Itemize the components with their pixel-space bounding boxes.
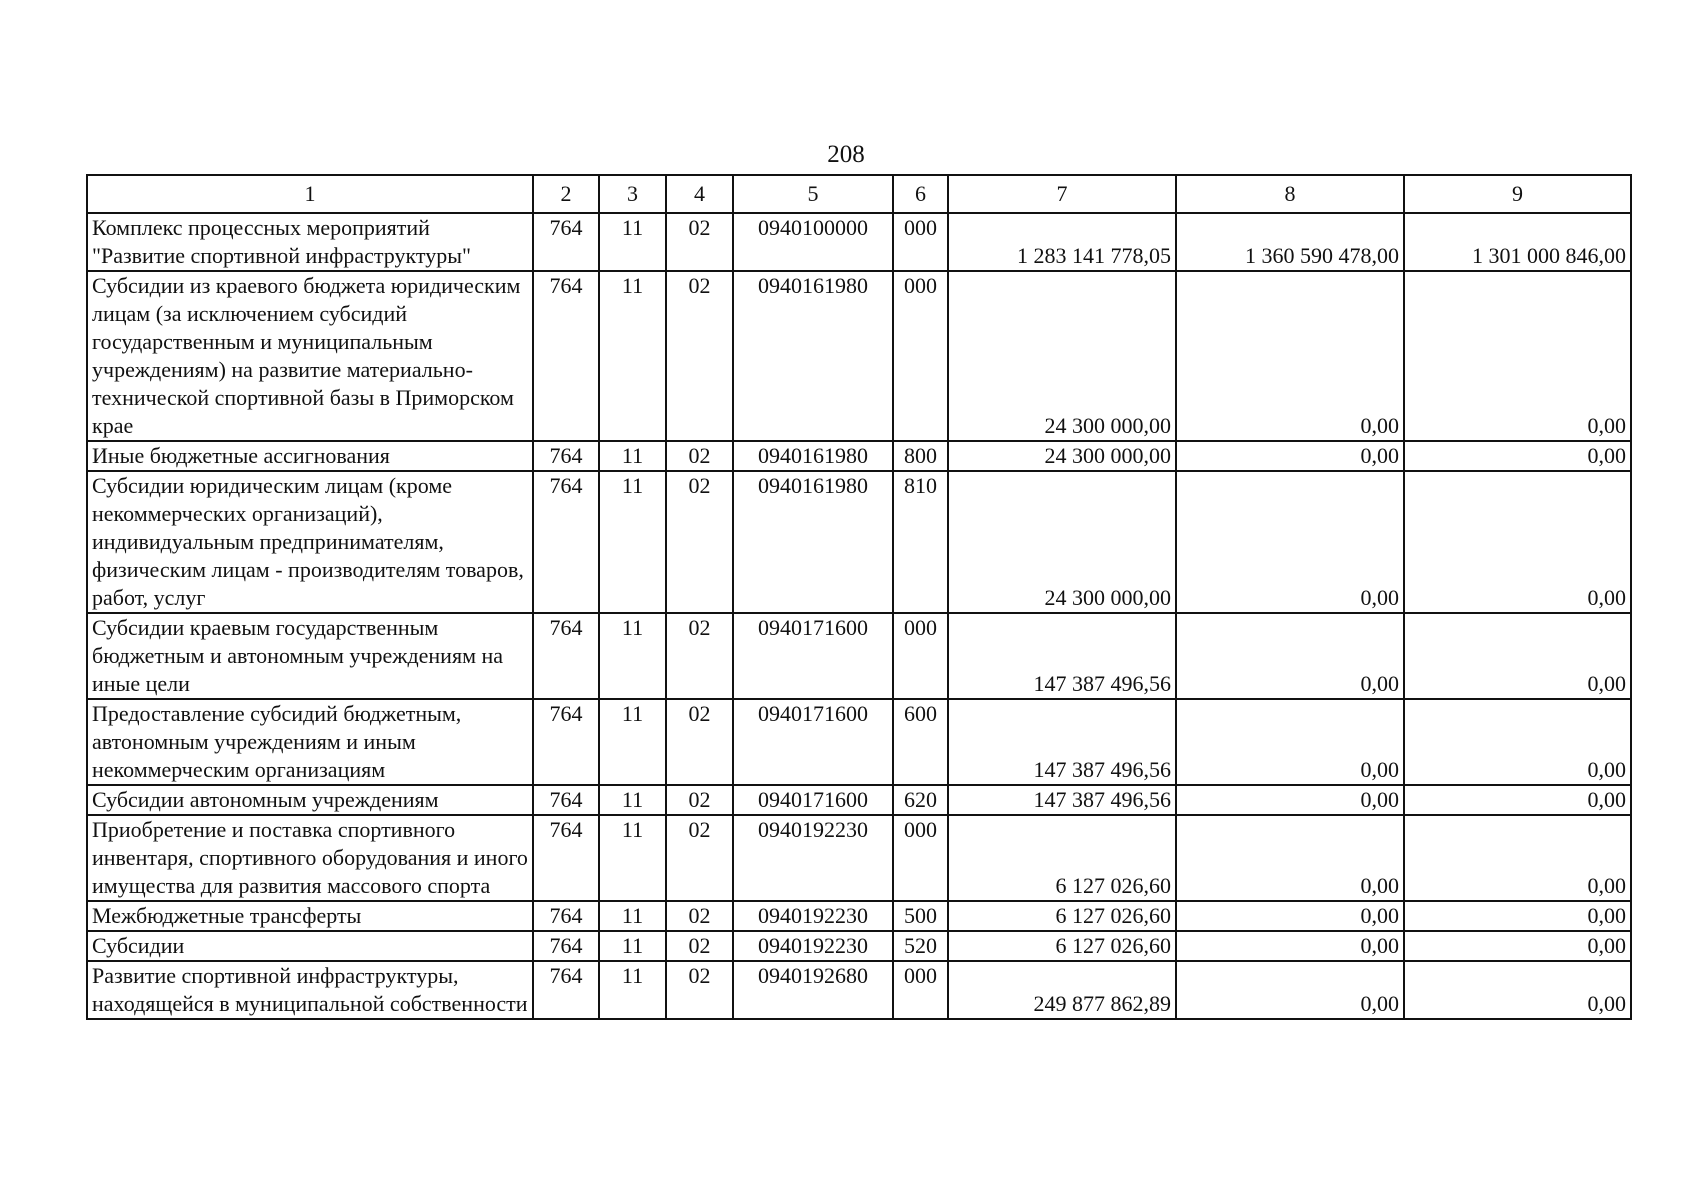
row-amount-7: 249 877 862,89 <box>948 961 1176 1019</box>
row-amount-9: 0,00 <box>1404 901 1631 931</box>
table-row <box>87 441 1631 471</box>
row-amount-8: 0,00 <box>1176 961 1404 1019</box>
header-cell: 8 <box>1176 175 1404 213</box>
table-row <box>87 271 1631 441</box>
row-amount-9: 0,00 <box>1404 785 1631 815</box>
row-name: Субсидии автономным учреждениям <box>87 785 533 815</box>
row-code-5: 0940192230 <box>733 931 893 961</box>
row-code-6: 800 <box>893 441 948 471</box>
row-code-3: 11 <box>599 213 666 271</box>
row-code-4: 02 <box>666 961 733 1019</box>
row-code-5: 0940161980 <box>733 271 893 441</box>
row-amount-7: 6 127 026,60 <box>948 901 1176 931</box>
row-code-5: 0940192230 <box>733 815 893 901</box>
row-code-5: 0940161980 <box>733 471 893 613</box>
row-code-4: 02 <box>666 213 733 271</box>
page-number: 208 <box>827 141 865 168</box>
row-amount-9: 0,00 <box>1404 961 1631 1019</box>
table-row <box>87 613 1631 699</box>
row-amount-8: 1 360 590 478,00 <box>1176 213 1404 271</box>
row-code-6: 000 <box>893 271 948 441</box>
row-name: Межбюджетные трансферты <box>87 901 533 931</box>
row-amount-7: 24 300 000,00 <box>948 471 1176 613</box>
row-amount-8: 0,00 <box>1176 931 1404 961</box>
row-code-2: 764 <box>533 901 599 931</box>
row-amount-7: 147 387 496,56 <box>948 785 1176 815</box>
row-code-5: 0940171600 <box>733 785 893 815</box>
row-code-4: 02 <box>666 471 733 613</box>
row-amount-9: 0,00 <box>1404 471 1631 613</box>
row-code-3: 11 <box>599 815 666 901</box>
row-code-2: 764 <box>533 961 599 1019</box>
row-amount-7: 1 283 141 778,05 <box>948 213 1176 271</box>
row-amount-9: 1 301 000 846,00 <box>1404 213 1631 271</box>
row-code-4: 02 <box>666 785 733 815</box>
row-amount-7: 6 127 026,60 <box>948 815 1176 901</box>
row-name: Субсидии <box>87 931 533 961</box>
row-amount-8: 0,00 <box>1176 471 1404 613</box>
table-row <box>87 901 1631 931</box>
row-code-5: 0940171600 <box>733 699 893 785</box>
header-row <box>87 175 1631 213</box>
row-amount-7: 147 387 496,56 <box>948 613 1176 699</box>
row-code-6: 000 <box>893 815 948 901</box>
row-code-3: 11 <box>599 699 666 785</box>
row-code-6: 000 <box>893 613 948 699</box>
row-amount-7: 24 300 000,00 <box>948 441 1176 471</box>
table-row <box>87 961 1631 1019</box>
row-code-6: 620 <box>893 785 948 815</box>
header-cell: 9 <box>1404 175 1631 213</box>
row-code-6: 600 <box>893 699 948 785</box>
row-name: Предоставление субсидий бюджетным, автономным учреждениям и иным некоммерческим организациям <box>87 699 533 785</box>
row-code-2: 764 <box>533 815 599 901</box>
row-name: Субсидии краевым государственным бюджетным и автономным учреждениям на иные цели <box>87 613 533 699</box>
row-code-6: 810 <box>893 471 948 613</box>
row-amount-9: 0,00 <box>1404 441 1631 471</box>
row-amount-8: 0,00 <box>1176 815 1404 901</box>
table-row <box>87 931 1631 961</box>
row-amount-9: 0,00 <box>1404 699 1631 785</box>
row-code-4: 02 <box>666 815 733 901</box>
row-name: Субсидии из краевого бюджета юридическим лицам (за исключением субсидий государственным и муниципальным учреждениям) на развитие материально-технической спортивной базы в Приморском крае <box>87 271 533 441</box>
budget-table <box>86 174 1632 1020</box>
row-code-2: 764 <box>533 785 599 815</box>
row-code-4: 02 <box>666 901 733 931</box>
header-cell: 2 <box>533 175 599 213</box>
row-code-3: 11 <box>599 441 666 471</box>
row-name: Комплекс процессных мероприятий "Развитие спортивной инфраструктуры" <box>87 213 533 271</box>
table-row <box>87 699 1631 785</box>
table-row <box>87 471 1631 613</box>
row-code-2: 764 <box>533 271 599 441</box>
row-code-2: 764 <box>533 699 599 785</box>
row-amount-9: 0,00 <box>1404 271 1631 441</box>
row-code-3: 11 <box>599 961 666 1019</box>
header-cell: 1 <box>87 175 533 213</box>
header-cell: 6 <box>893 175 948 213</box>
row-code-2: 764 <box>533 471 599 613</box>
row-amount-8: 0,00 <box>1176 901 1404 931</box>
row-amount-8: 0,00 <box>1176 613 1404 699</box>
row-amount-7: 24 300 000,00 <box>948 271 1176 441</box>
row-amount-8: 0,00 <box>1176 699 1404 785</box>
row-code-3: 11 <box>599 901 666 931</box>
row-code-2: 764 <box>533 213 599 271</box>
row-code-3: 11 <box>599 613 666 699</box>
row-name: Иные бюджетные ассигнования <box>87 441 533 471</box>
header-cell: 4 <box>666 175 733 213</box>
row-amount-7: 147 387 496,56 <box>948 699 1176 785</box>
row-name: Субсидии юридическим лицам (кроме некоммерческих организаций), индивидуальным предпринимателям, физическим лицам - производителям товаров, работ, услуг <box>87 471 533 613</box>
table-row <box>87 785 1631 815</box>
row-code-4: 02 <box>666 699 733 785</box>
row-code-6: 000 <box>893 213 948 271</box>
row-amount-7: 6 127 026,60 <box>948 931 1176 961</box>
row-code-4: 02 <box>666 441 733 471</box>
row-code-4: 02 <box>666 271 733 441</box>
table-row <box>87 213 1631 271</box>
row-code-5: 0940192230 <box>733 901 893 931</box>
row-code-3: 11 <box>599 931 666 961</box>
row-amount-8: 0,00 <box>1176 785 1404 815</box>
row-code-2: 764 <box>533 613 599 699</box>
header-cell: 7 <box>948 175 1176 213</box>
header-cell: 5 <box>733 175 893 213</box>
row-code-5: 0940171600 <box>733 613 893 699</box>
row-amount-9: 0,00 <box>1404 931 1631 961</box>
row-code-4: 02 <box>666 613 733 699</box>
row-code-2: 764 <box>533 931 599 961</box>
row-code-5: 0940100000 <box>733 213 893 271</box>
row-code-2: 764 <box>533 441 599 471</box>
row-amount-9: 0,00 <box>1404 815 1631 901</box>
row-code-3: 11 <box>599 785 666 815</box>
header-cell: 3 <box>599 175 666 213</box>
row-name: Приобретение и поставка спортивного инвентаря, спортивного оборудования и иного имущества для развития массового спорта <box>87 815 533 901</box>
row-code-5: 0940192680 <box>733 961 893 1019</box>
row-code-3: 11 <box>599 271 666 441</box>
row-name: Развитие спортивной инфраструктуры, находящейся в муниципальной собственности <box>87 961 533 1019</box>
row-code-5: 0940161980 <box>733 441 893 471</box>
row-code-6: 520 <box>893 931 948 961</box>
row-code-6: 500 <box>893 901 948 931</box>
row-amount-9: 0,00 <box>1404 613 1631 699</box>
row-amount-8: 0,00 <box>1176 441 1404 471</box>
row-code-6: 000 <box>893 961 948 1019</box>
row-code-4: 02 <box>666 931 733 961</box>
table-row <box>87 815 1631 901</box>
row-amount-8: 0,00 <box>1176 271 1404 441</box>
row-code-3: 11 <box>599 471 666 613</box>
